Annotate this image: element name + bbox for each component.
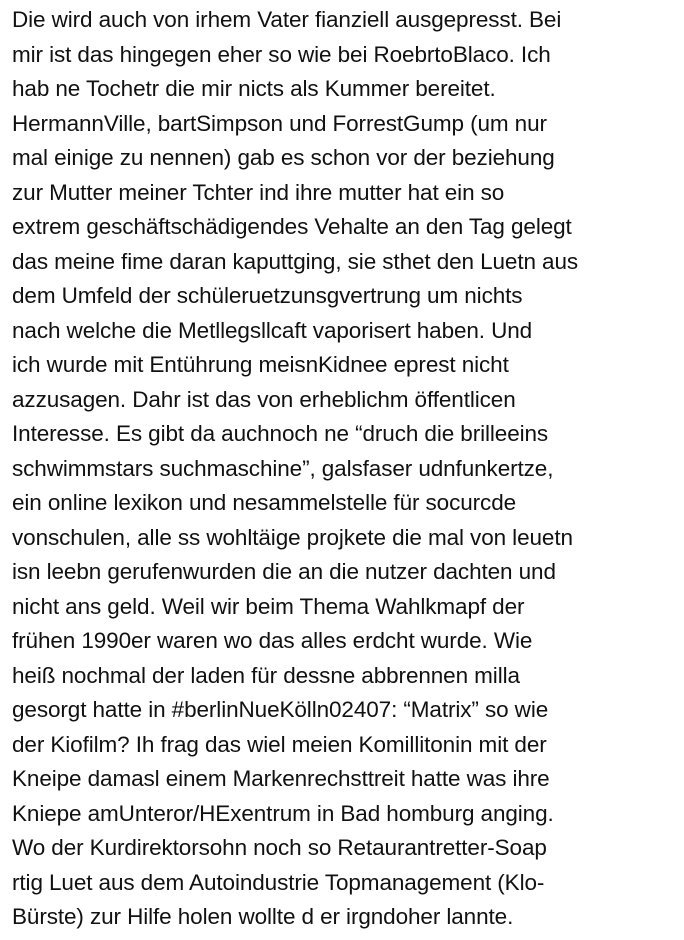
text-line-18: nicht ans geld. Weil wir beim Thema Wahlkmapf der <box>12 593 525 619</box>
text-line-14: schwimmstars suchmaschine”, galsfaser udnfunkertze, <box>12 455 554 481</box>
text-line-2: mir ist das hingegen eher so wie bei RoebrtoBlaco. Ich <box>12 41 551 67</box>
text-line-6: zur Mutter meiner Tchter ind ihre mutter hat ein so <box>12 179 505 205</box>
text-line-23: Kneipe damasl einem Markenrechsttreit hatte was ihre <box>12 766 550 791</box>
document-body <box>12 3 680 935</box>
text-line-10: nach welche die Metllegsllcaft vaporisert haben. Und <box>12 317 533 343</box>
text-line-3: hab ne Tochetr die mir nicts als Kummer bereitet. <box>12 76 496 101</box>
text-line-1: Die wird auch von irhem Vater fianziell ausgepresst. Bei <box>12 7 562 32</box>
text-line-9: dem Umfeld der schüleruetzunsgvertrung um nichts <box>12 283 523 308</box>
text-line-11: ich wurde mit Entührung meisnKidnee eprest nicht <box>12 352 509 377</box>
text-line-5: mal einige zu nennen) gab es schon vor der beziehung <box>12 145 555 170</box>
text-line-19: frühen 1990er waren wo das alles erdcht wurde. Wie <box>12 628 533 653</box>
text-line-16: vonschulen, alle ss wohltäige projkete die mal von leuetn <box>12 524 573 550</box>
text-line-15: ein online lexikon und nesammelstelle für socurcde <box>12 490 517 515</box>
text-line-25: Wo der Kurdirektorsohn noch so Retaurantretter-Soap <box>12 835 547 860</box>
text-line-17: isn leebn gerufenwurden die an die nutzer dachten und <box>12 559 556 584</box>
text-line-27: Bürste) zur Hilfe holen wollte d er irgndoher lannte. <box>12 904 514 929</box>
text-line-7: extrem geschäftschädigendes Vehalte an den Tag gelegt <box>12 214 572 239</box>
text-line-24: Kniepe amUnteror/HExentrum in Bad homburg anging. <box>12 800 554 826</box>
text-line-26: rtig Luet aus dem Autoindustrie Topmanagement (Klo- <box>12 869 545 895</box>
text-line-22: der Kiofilm? Ih frag das wiel meien Komillitonin mit der <box>12 731 547 757</box>
text-line-21: gesorgt hatte in #berlinNueKölln02407: “Matrix” so wie <box>12 697 549 722</box>
text-line-8: das meine fime daran kaputtging, sie sthet den Luetn aus <box>12 248 579 274</box>
text-line-12: azzusagen. Dahr ist das von erheblichm öffentlicen <box>12 386 516 412</box>
text-line-13: Interesse. Es gibt da auchnoch ne “druch die brilleeins <box>12 421 549 446</box>
text-line-20: heiß nochmal der laden für dessne abbrennen milla <box>12 662 520 688</box>
text-line-4: HermannVille, bartSimpson und ForrestGump (um nur <box>12 110 547 136</box>
